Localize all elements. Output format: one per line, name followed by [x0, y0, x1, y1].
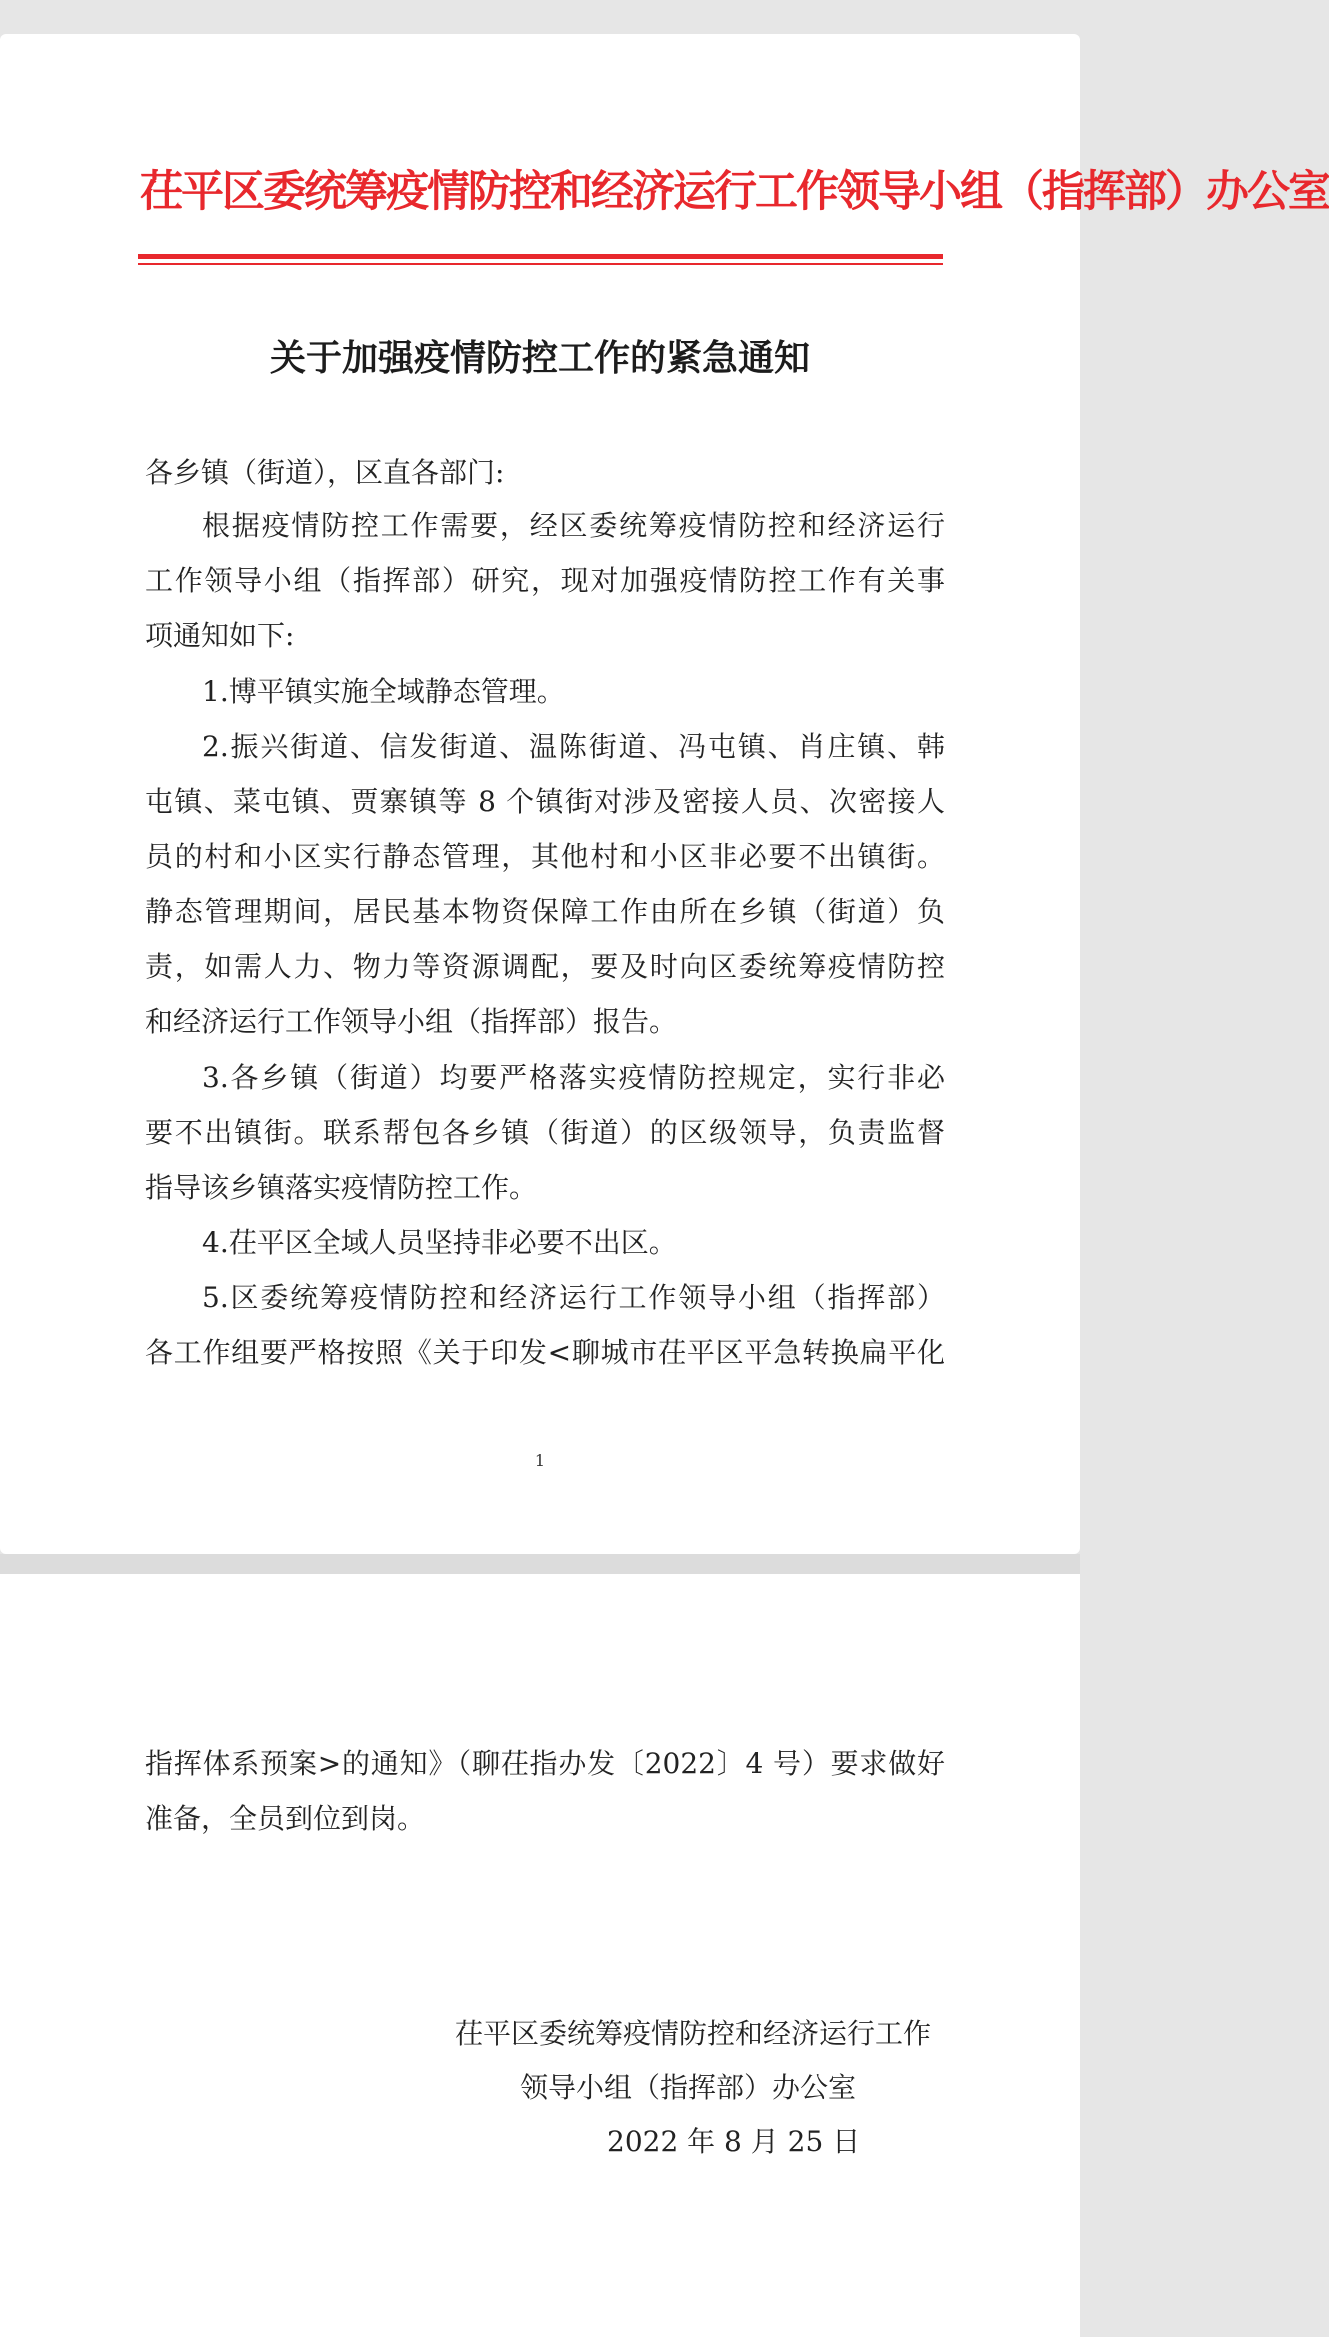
body-line: 3.各乡镇（街道）均要严格落实疫情防控规定，实行非必	[202, 1061, 945, 1094]
body-line: 工作领导小组（指挥部）研究，现对加强疫情防控工作有关事	[145, 564, 945, 597]
notice-title: 关于加强疫情防控工作的紧急通知	[269, 337, 810, 379]
body-line: 项通知如下:	[145, 619, 295, 652]
body-line: 静态管理期间，居民基本物资保障工作由所在乡镇（街道）负	[145, 895, 945, 928]
body-line: 指挥体系预案>的通知》（聊茌指办发〔2022〕4 号）要求做好	[145, 1747, 945, 1780]
signature-line-1: 茌平区委统筹疫情防控和经济运行工作	[455, 2017, 932, 2050]
body-line: 员的村和小区实行静态管理，其他村和小区非必要不出镇街。	[145, 840, 945, 873]
body-line: 指导该乡镇落实疫情防控工作。	[145, 1171, 538, 1204]
org-header-title: 茌平区委统筹疫情防控和经济运行工作领导小组（指挥部）办公室	[140, 167, 1329, 217]
body-line: 5.区委统筹疫情防控和经济运行工作领导小组（指挥部）	[202, 1281, 945, 1314]
body-line: 要不出镇街。联系帮包各乡镇（街道）的区级领导，负责监督	[145, 1116, 945, 1149]
body-line: 2.振兴街道、信发街道、温陈街道、冯屯镇、肖庄镇、韩	[202, 730, 945, 763]
page-gap	[0, 1554, 1080, 1574]
body-line: 各工作组要严格按照《关于印发<聊城市茌平区平急转换扁平化	[145, 1336, 945, 1369]
body-line: 4.茌平区全域人员坚持非必要不出区。	[202, 1226, 677, 1259]
signature-date: 2022 年 8 月 25 日	[607, 2125, 861, 2158]
body-line: 1.博平镇实施全域静态管理。	[202, 675, 565, 708]
signature-line-2: 领导小组（指挥部）办公室	[520, 2071, 857, 2104]
page-number: 1	[534, 1451, 546, 1470]
header-red-rule-thin	[138, 263, 943, 265]
body-line: 和经济运行工作领导小组（指挥部）报告。	[145, 1005, 678, 1038]
body-line: 根据疫情防控工作需要，经区委统筹疫情防控和经济运行	[202, 509, 945, 542]
body-line: 准备，全员到位到岗。	[145, 1802, 426, 1835]
body-line: 责，如需人力、物力等资源调配，要及时向区委统筹疫情防控	[145, 950, 945, 983]
body-line: 屯镇、菜屯镇、贾寨镇等 8 个镇街对涉及密接人员、次密接人	[145, 785, 945, 818]
document-page-2	[0, 1574, 1080, 2337]
header-red-rule-thick	[138, 254, 943, 259]
salutation: 各乡镇（街道），区直各部门:	[145, 456, 505, 489]
